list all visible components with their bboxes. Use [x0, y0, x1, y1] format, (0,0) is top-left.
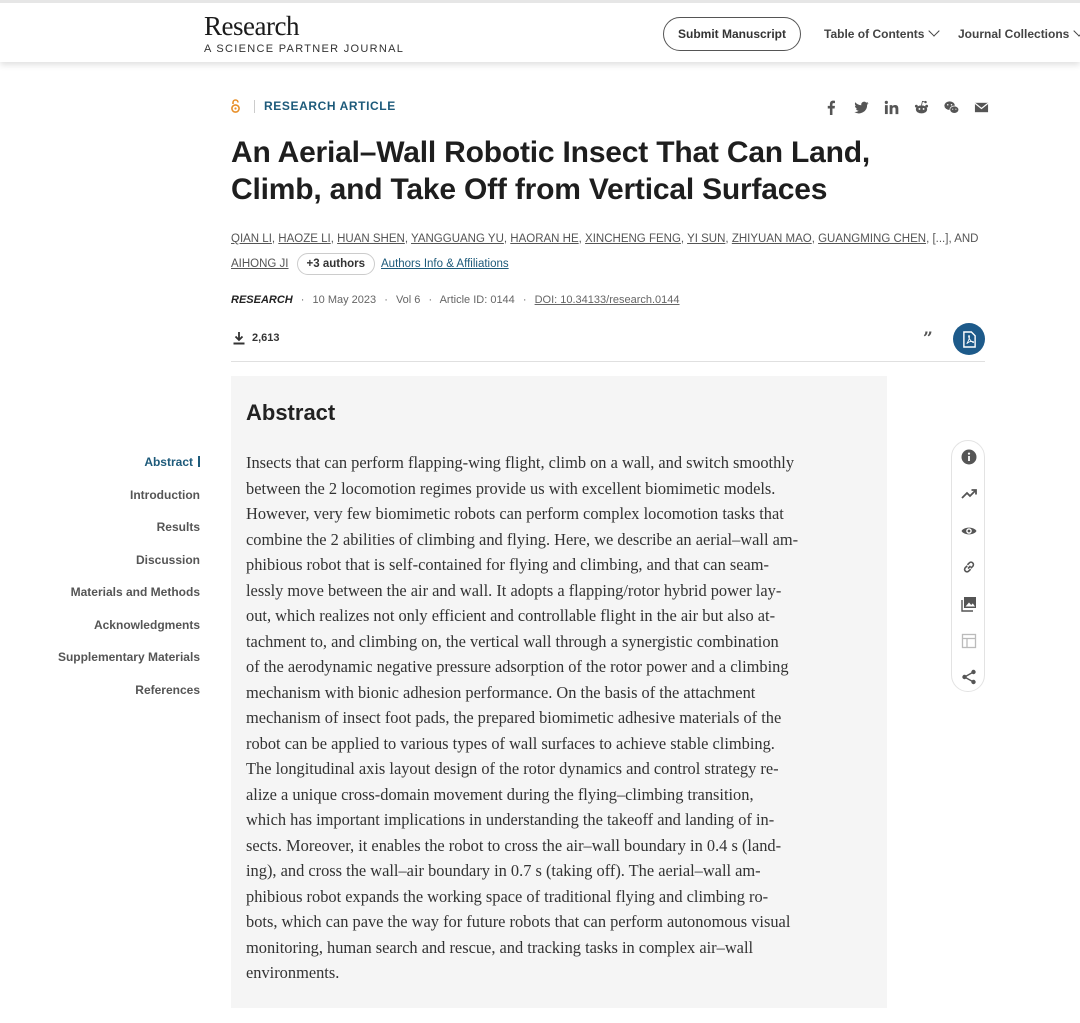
doi-link[interactable]: DOI: 10.34133/research.0144	[534, 294, 680, 306]
author-link[interactable]: ZHIYUAN MAO	[731, 233, 812, 245]
abstract-line: combine the 2 abilities of climbing and flying. Here, we describe an aerial–wall am-	[246, 529, 799, 549]
nav-journal-collections-label: Journal Collections	[958, 27, 1070, 41]
abstract-line: alize a unique cross-domain movement during the flying–climbing transition,	[246, 784, 754, 804]
abstract-line: out, which realizes not only efficient and controllable flight in the air but also at-	[246, 606, 776, 625]
abstract-line: mechanism of insect foot pads, the prepared biomimetic adhesive materials of the	[246, 708, 782, 727]
abstract-line: mechanism with bionic adhesion performance. On the basis of the attachment	[246, 682, 756, 702]
toc-item-results[interactable]: Results	[156, 520, 200, 534]
pdf-icon	[962, 331, 977, 348]
abstract-line: tachment to, and climbing on, the vertical wall through a synergistic combination	[246, 631, 779, 651]
toc-item-discussion[interactable]: Discussion	[135, 552, 200, 567]
abstract-line: bots, which can pave the way for future robots that can perform autonomous visual	[246, 912, 791, 931]
reddit-icon[interactable]	[906, 98, 936, 116]
twitter-icon[interactable]	[846, 98, 876, 116]
author-link[interactable]: HAORAN HE	[510, 233, 579, 245]
abstract-line: which has important implications in understanding the takeoff and landing of in-	[246, 810, 775, 829]
eye-icon[interactable]	[960, 522, 978, 540]
nav-table-of-contents-label: Table of Contents	[824, 27, 925, 41]
chevron-down-icon	[929, 25, 940, 36]
abstract-section	[231, 376, 887, 1008]
meta-separator: ·	[522, 294, 527, 306]
volume[interactable]: Vol 6	[395, 294, 421, 306]
table-icon[interactable]	[960, 632, 978, 650]
abstract-line: sects. Moreover, it enables the robot to cross the air–wall boundary in 0.4 s (land-	[246, 835, 782, 855]
abstract-line: lessly move between the air and wall. It adopts a flapping/rotor hybrid power lay-	[246, 580, 782, 600]
table-of-contents-sidebar	[58, 454, 200, 714]
author-link[interactable]: QIAN LI	[231, 233, 272, 245]
publication-meta	[231, 294, 680, 306]
meta-separator: ·	[428, 294, 433, 306]
author-link[interactable]: GUANGMING CHEN	[818, 233, 927, 245]
cite-icon[interactable]: ”	[923, 329, 933, 349]
abstract-line: phibious robot that is self-contained for flying and climbing, and that can seam-	[246, 555, 770, 574]
chevron-down-icon	[1074, 25, 1080, 36]
image-icon[interactable]	[960, 595, 978, 613]
info-icon[interactable]	[960, 448, 978, 466]
author-link[interactable]: YI SUN	[687, 233, 726, 245]
article-type-label: RESEARCH ARTICLE	[254, 100, 396, 113]
abstract-heading: Abstract	[246, 400, 336, 425]
author-link[interactable]: HAOZE LI	[278, 233, 331, 245]
facebook-icon[interactable]	[816, 98, 846, 116]
top-navigation-bar	[0, 0, 1080, 62]
metrics-bar	[231, 322, 985, 362]
link-icon[interactable]	[960, 558, 978, 576]
toc-item-materials-and-methods[interactable]: Materials and Methods	[70, 585, 200, 599]
pdf-download-button[interactable]	[953, 323, 985, 355]
toc-item-introduction[interactable]: Introduction	[130, 487, 200, 502]
journal-logo[interactable]	[204, 11, 404, 55]
linkedin-icon[interactable]	[876, 98, 906, 116]
abstract-line: The longitudinal axis layout design of the rotor dynamics and control strategy re-	[246, 759, 779, 778]
toc-item-acknowledgments[interactable]: Acknowledgments	[93, 617, 200, 632]
author-link[interactable]: HUAN SHEN	[337, 233, 405, 245]
submit-manuscript-button[interactable]: Submit Manuscript	[663, 17, 801, 51]
author-link[interactable]: AIHONG JI	[231, 258, 289, 270]
article-tools-rail	[951, 440, 985, 692]
more-authors-button[interactable]: +3 authors	[297, 253, 375, 275]
abstract-line: between the 2 locomotion regimes provide us with excellent biomimetic models.	[246, 478, 776, 498]
abstract-line: robot can be applied to various types of wall surfaces to achieve stable climbing.	[246, 733, 775, 753]
journal-name[interactable]: RESEARCH	[231, 294, 293, 306]
trend-icon[interactable]	[960, 485, 978, 503]
abstract-line: monitoring, human search and rescue, and tracking tasks in complex air–wall	[246, 937, 754, 957]
abstract-line: ing), and cross the wall–air boundary in 0.7 s (taking off). The aerial–wall am-	[246, 861, 761, 880]
share-bar	[816, 98, 996, 116]
abstract-line: phibious robot expands the working space of traditional flying and climbing ro-	[246, 886, 769, 906]
logo-title: Research	[204, 11, 299, 41]
publication-date: 10 May 2023	[312, 294, 377, 306]
authors-and: AND	[954, 233, 979, 245]
toc-item-abstract[interactable]: Abstract	[58, 454, 200, 487]
author-link[interactable]: YANGGUANG YU	[411, 233, 504, 245]
nav-journal-collections[interactable]	[958, 27, 1080, 41]
toc-item-supplementary-materials[interactable]: Supplementary Materials	[57, 650, 200, 664]
meta-separator: ·	[384, 294, 388, 306]
nav-table-of-contents[interactable]	[824, 27, 938, 41]
share-icon[interactable]	[960, 668, 978, 686]
article-id: Article ID: 0144	[439, 294, 515, 306]
download-count: 2,613	[252, 332, 280, 344]
abstract-line: of the aerodynamic negative pressure adsorption of the rotor power and a climbing	[246, 657, 789, 676]
abstract-line: Insects that can perform flapping-wing flight, climb on a wall, and switch smoothly	[246, 453, 795, 472]
download-icon	[233, 332, 245, 345]
abstract-text	[246, 450, 876, 986]
authors-ellipsis[interactable]: [...]	[932, 233, 949, 245]
meta-separator: ·	[300, 294, 305, 306]
author-link[interactable]: XINCHENG FENG	[585, 233, 681, 245]
wechat-icon[interactable]	[936, 98, 966, 116]
abstract-line: environments.	[246, 963, 340, 982]
open-access-icon	[231, 99, 240, 113]
article-title: An Aerial–Wall Robotic Insect That Can Land, Climb, and Take Off from Vertical Surfaces	[231, 136, 871, 206]
authors-affiliations-link[interactable]: Authors Info & Affiliations	[381, 258, 509, 270]
logo-subtitle: A SCIENCE PARTNER JOURNAL	[204, 43, 405, 55]
email-icon[interactable]	[966, 98, 996, 116]
toc-item-references[interactable]: References	[135, 682, 200, 697]
abstract-line: However, very few biomimetic robots can perform complex locomotion tasks that	[246, 504, 784, 523]
author-list: QIAN LI, HAOZE LI, HUAN SHEN, YANGGUANG YU, HAORAN HE, XINCHENG FENG, YI SUN, ZHIYUAN MAO, GUANGMING CHEN, [...], AND AIHONG JI +3 authors Authors Info & Affiliations	[231, 227, 991, 277]
